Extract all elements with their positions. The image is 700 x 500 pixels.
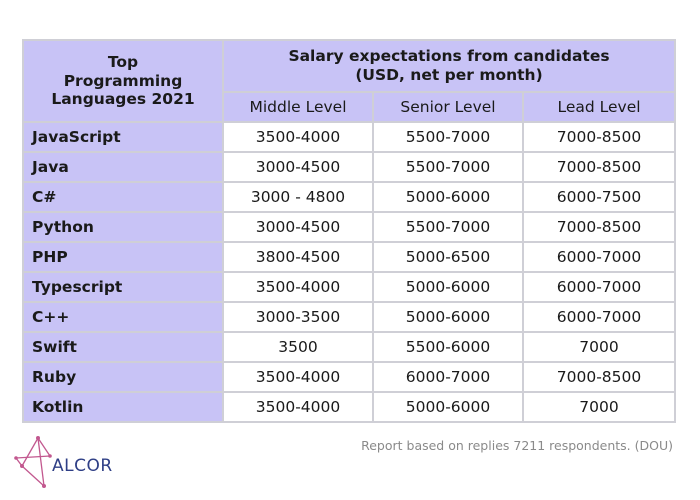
salary-cell: 5000-6000	[373, 302, 523, 332]
group-header-line2: (USD, net per month)	[355, 66, 543, 84]
salary-cell: 7000-8500	[523, 152, 675, 182]
group-header-line1: Salary expectations from candidates	[288, 47, 610, 66]
table-row	[23, 362, 675, 392]
language-cell: Python	[23, 212, 223, 242]
salary-cell: 6000-7000	[523, 302, 675, 332]
salary-cell: 6000-7500	[523, 182, 675, 212]
salary-cell: 5000-6000	[373, 392, 523, 422]
language-cell: Ruby	[23, 362, 223, 392]
column-header: Middle Level	[223, 92, 373, 122]
language-cell: C++	[23, 302, 223, 332]
salary-cell: 5500-6000	[373, 332, 523, 362]
table-row	[23, 122, 675, 152]
corner-header	[23, 40, 223, 122]
salary-cell: 7000-8500	[523, 122, 675, 152]
salary-cell: 5000-6500	[373, 242, 523, 272]
salary-cell: 3000-4500	[223, 152, 373, 182]
salary-cell: 3500-4000	[223, 362, 373, 392]
language-cell: Java	[23, 152, 223, 182]
salary-cell: 3500-4000	[223, 122, 373, 152]
table-row	[23, 182, 675, 212]
language-cell: JavaScript	[23, 122, 223, 152]
table-row	[23, 302, 675, 332]
table-row	[23, 392, 675, 422]
salary-cell: 6000-7000	[523, 242, 675, 272]
salary-cell: 6000-7000	[523, 272, 675, 302]
group-header	[223, 40, 675, 92]
table-row	[23, 332, 675, 362]
salary-cell: 7000-8500	[523, 362, 675, 392]
salary-cell: 7000	[523, 392, 675, 422]
language-cell: Typescript	[23, 272, 223, 302]
column-header: Senior Level	[373, 92, 523, 122]
salary-cell: 5500-7000	[373, 212, 523, 242]
salary-cell: 5500-7000	[373, 122, 523, 152]
salary-table	[22, 39, 676, 423]
column-header: Lead Level	[523, 92, 675, 122]
salary-cell: 3500-4000	[223, 392, 373, 422]
brand-name: ALCOR	[52, 456, 113, 476]
salary-cell: 3500-4000	[223, 272, 373, 302]
salary-cell: 3800-4500	[223, 242, 373, 272]
corner-header-text: Top Programming Languages 2021	[51, 53, 195, 109]
salary-cell: 5500-7000	[373, 152, 523, 182]
salary-cell: 3000-4500	[223, 212, 373, 242]
language-cell: Swift	[23, 332, 223, 362]
salary-cell: 7000-8500	[523, 212, 675, 242]
language-cell: C#	[23, 182, 223, 212]
table-row	[23, 272, 675, 302]
language-cell: Kotlin	[23, 392, 223, 422]
table-row	[23, 152, 675, 182]
salary-cell: 5000-6000	[373, 272, 523, 302]
salary-cell: 5000-6000	[373, 182, 523, 212]
salary-cell: 3500	[223, 332, 373, 362]
salary-cell: 6000-7000	[373, 362, 523, 392]
language-cell: PHP	[23, 242, 223, 272]
salary-cell: 7000	[523, 332, 675, 362]
salary-cell: 3000 - 4800	[223, 182, 373, 212]
salary-cell: 3000-3500	[223, 302, 373, 332]
report-note: Report based on replies 7211 respondents. (DOU)	[361, 438, 673, 453]
table-row	[23, 242, 675, 272]
table-row	[23, 212, 675, 242]
